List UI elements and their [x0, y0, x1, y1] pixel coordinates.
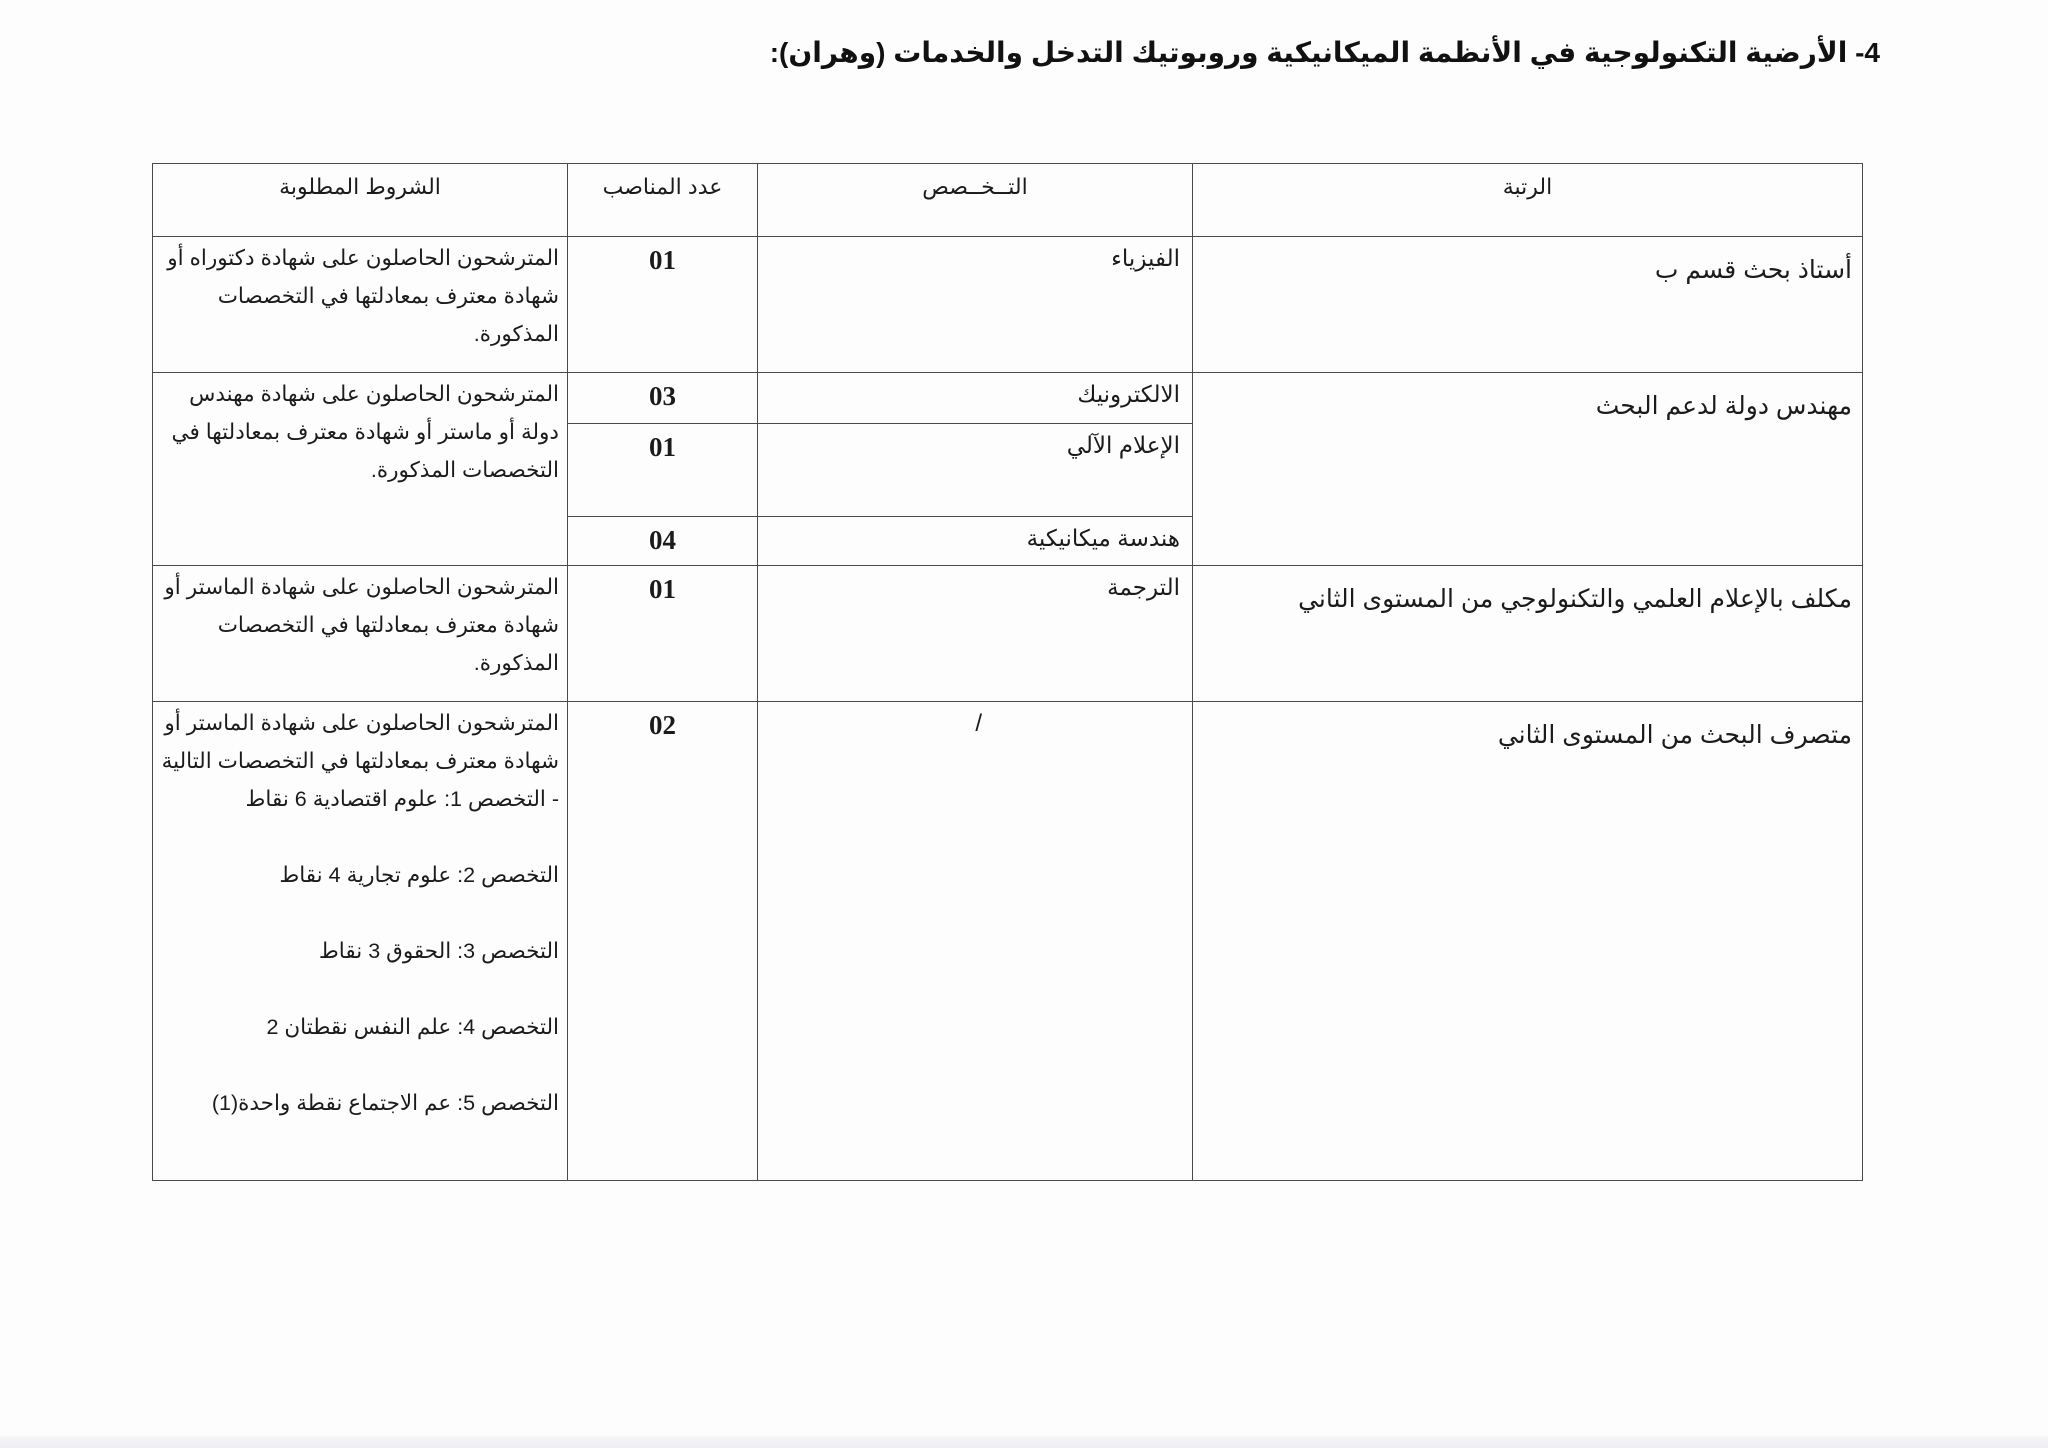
table-row [153, 237, 1863, 373]
specialty-cell: الالكترونيك [758, 373, 1193, 424]
table-row [153, 702, 1863, 1181]
table-row [153, 566, 1863, 702]
condition-item: التخصص 3: الحقوق 3 نقاط [318, 939, 559, 963]
conditions-cell [153, 702, 568, 1181]
header-conditions: الشروط المطلوبة [153, 164, 568, 237]
specialty-cell: هندسة ميكانيكية [758, 517, 1193, 566]
specialty-cell [758, 702, 1193, 1181]
rank-cell: مكلف بالإعلام العلمي والتكنولوجي من المستوى الثاني [1193, 566, 1863, 702]
section-title: 4- الأرضية التكنولوجية في الأنظمة الميكانيكية وروبوتيك التدخل والخدمات (وهران): [769, 37, 1880, 68]
conditions-cell: المترشحون الحاصلون على شهادة مهندس دولة أو ماستر أو شهادة معترف بمعادلتها في التخصصات المذكورة. [153, 373, 568, 566]
conditions-cell: المترشحون الحاصلون على شهادة دكتوراه أو شهادة معترف بمعادلتها في التخصصات المذكورة. [153, 237, 568, 373]
header-specialty: التــخــصص [758, 164, 1193, 237]
conditions-text: المترشحون الحاصلون على شهادة الماستر أو شهادة معترف بمعادلتها في التخصصات التالية [161, 711, 559, 773]
condition-item: التخصص 5: عم الاجتماع نقطة واحدة(1) [211, 1091, 559, 1115]
count-cell: 01 [568, 566, 758, 702]
specialty-cell: الترجمة [758, 566, 1193, 702]
condition-item: التخصص 4: علم النفس نقطتان 2 [266, 1015, 559, 1039]
rank-cell: متصرف البحث من المستوى الثاني [1193, 702, 1863, 1181]
condition-item: - التخصص 1: علوم اقتصادية 6 نقاط [245, 787, 559, 811]
empty-specialty-mark: / [975, 710, 982, 737]
rank-cell: مهندس دولة لدعم البحث [1193, 373, 1863, 566]
count-cell: 02 [568, 702, 758, 1181]
specialty-cell: الفيزياء [758, 237, 1193, 373]
table-row [153, 373, 1863, 424]
count-cell: 04 [568, 517, 758, 566]
count-cell: 01 [568, 424, 758, 517]
scan-edge [0, 1436, 2048, 1448]
specialty-cell: الإعلام الآلي [758, 424, 1193, 517]
conditions-cell: المترشحون الحاصلون على شهادة الماستر أو شهادة معترف بمعادلتها في التخصصات المذكورة. [153, 566, 568, 702]
header-rank: الرتبة [1193, 164, 1863, 237]
table-header-row [153, 164, 1863, 237]
count-cell: 01 [568, 237, 758, 373]
condition-item: التخصص 2: علوم تجارية 4 نقاط [279, 863, 559, 887]
rank-cell: أستاذ بحث قسم ب [1193, 237, 1863, 373]
header-count: عدد المناصب [568, 164, 758, 237]
positions-table [152, 163, 1863, 1181]
count-cell: 03 [568, 373, 758, 424]
